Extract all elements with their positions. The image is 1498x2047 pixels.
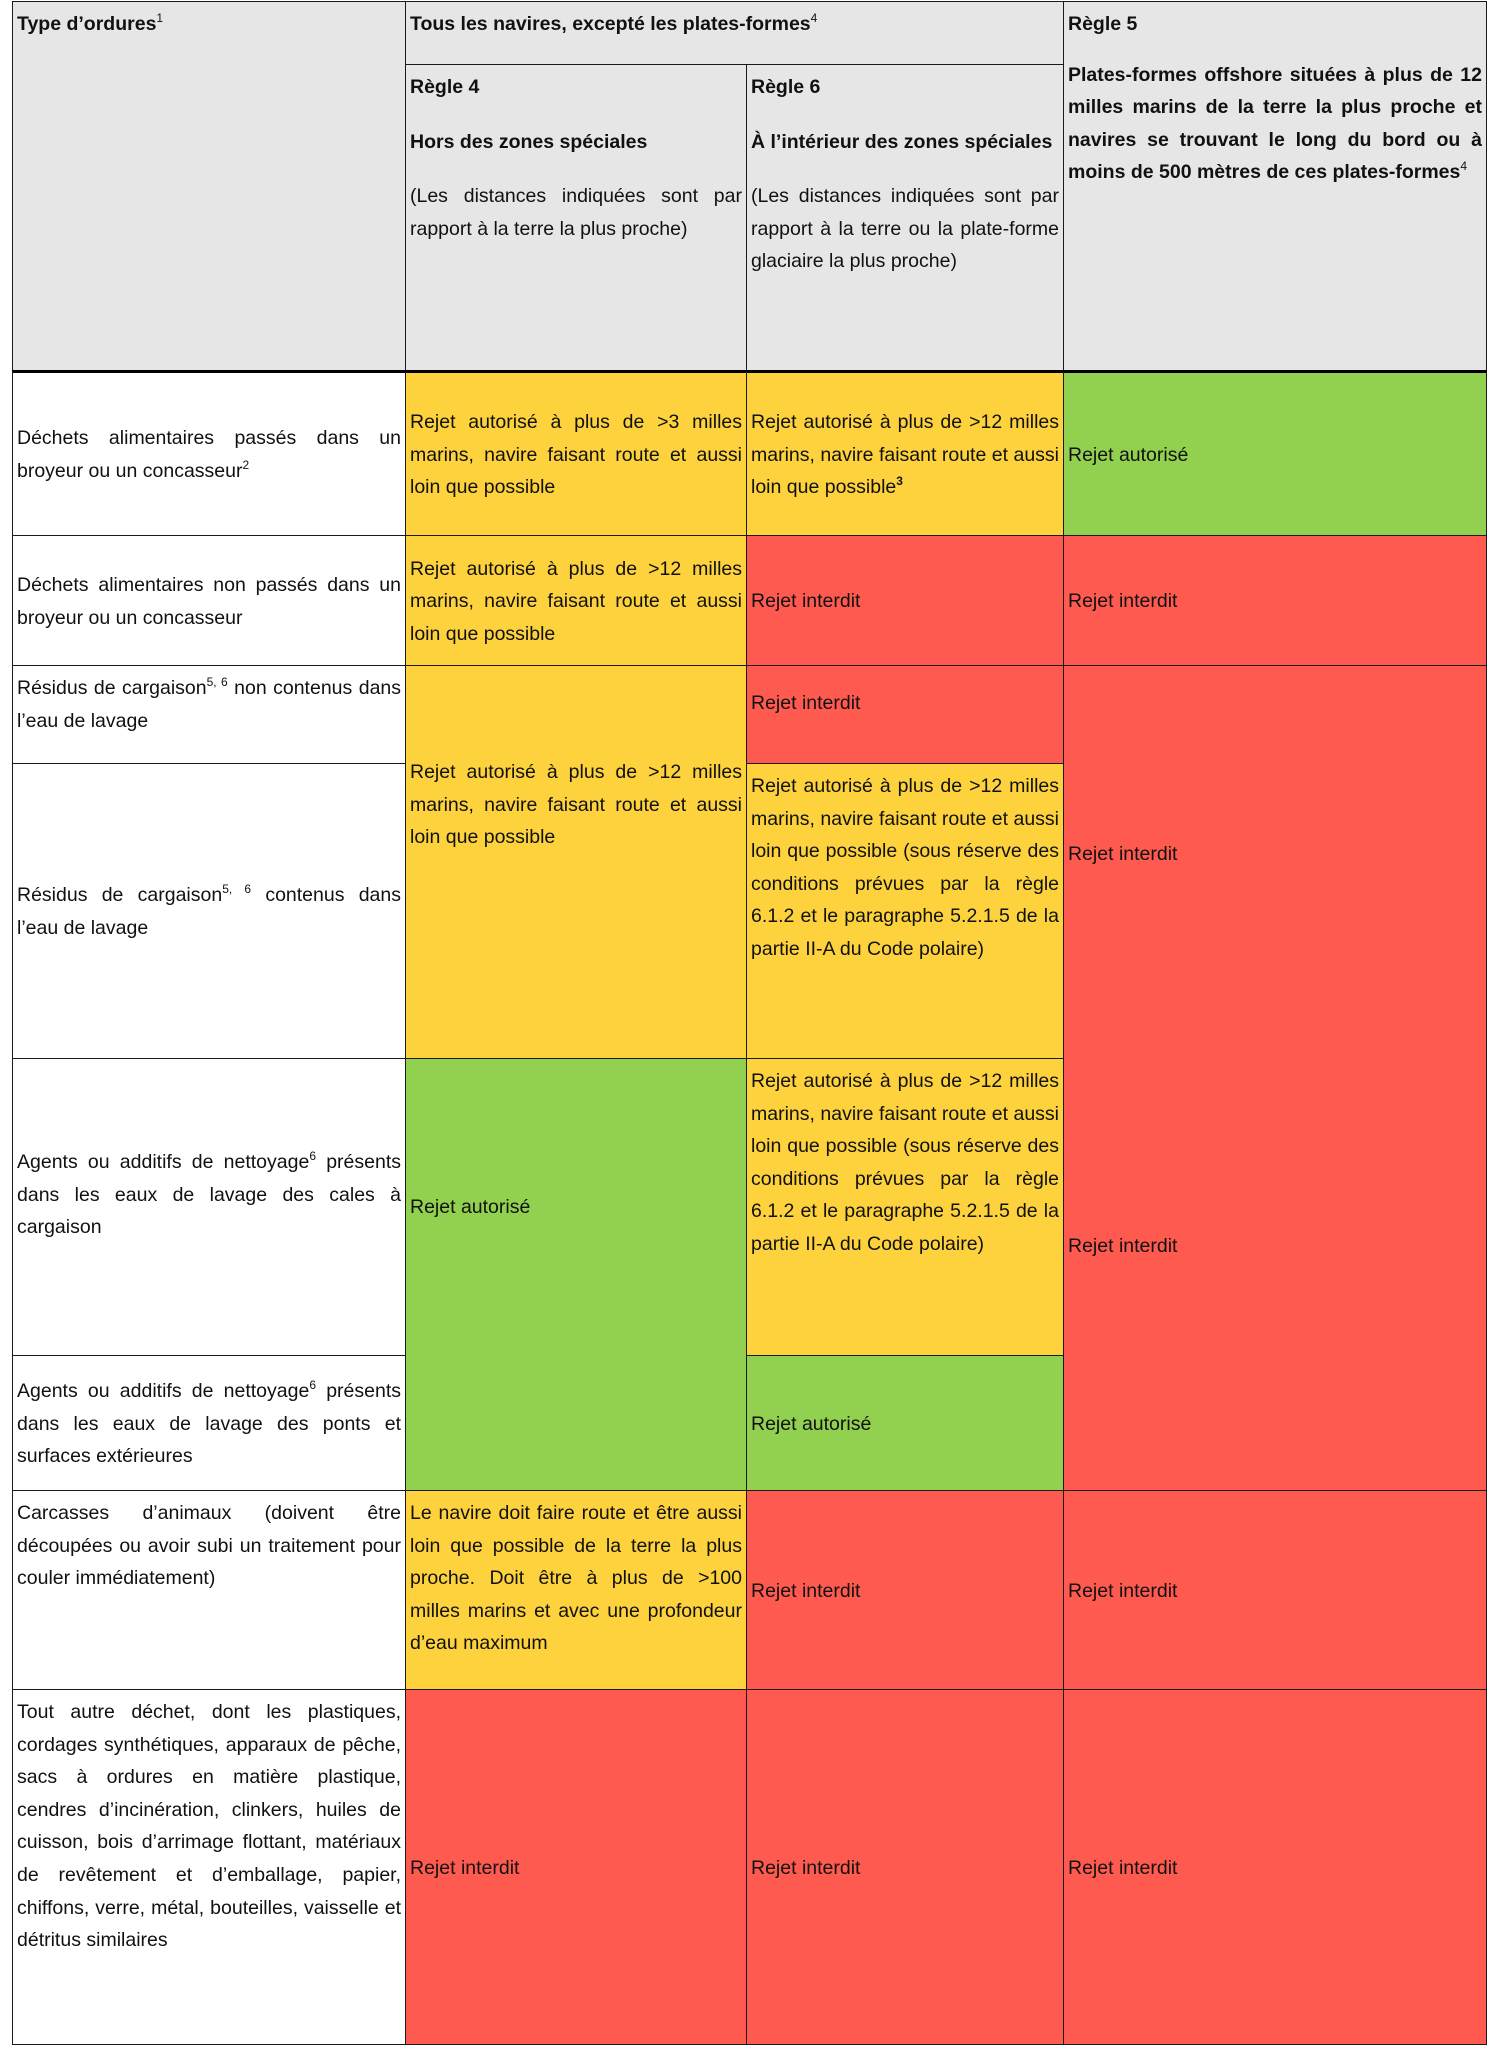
cell-r3-rule6: Rejet interdit xyxy=(746,665,1064,764)
cell-r3-r4-rule4: Rejet autorisé à plus de >12 milles marins, navire faisant route et aussi loin que possible xyxy=(405,665,747,1059)
row-type-cleaning-agents-cargo-holds: Agents ou additifs de nettoyage$^6$ présents dans les eaux de lavage des cales à cargaison xyxy=(12,1058,406,1356)
rule6-title: Règle 6 xyxy=(751,76,821,98)
cell-r1-rule6: Rejet autorisé à plus de >12 milles marins, navire faisant route et aussi loin que possible$^3$ xyxy=(746,370,1064,536)
cell-r1-rule5: Rejet autorisé xyxy=(1063,370,1487,536)
row-type-animal-carcasses: Carcasses d’animaux (doivent être découpées ou avoir subi un traitement pour couler immédiatement) xyxy=(12,1490,406,1690)
footnote-ref: 4 xyxy=(810,11,818,25)
cell-r2-rule5: Rejet interdit xyxy=(1063,535,1487,666)
rule6-note: (Les distances indiquées sont par rapport à la terre ou la plate-forme glaciaire la plus proche) xyxy=(751,185,1059,273)
cell-r4-rule6: Rejet autorisé à plus de >12 milles marins, navire faisant route et aussi loin que possible (sous réserve des conditions prévues par la règle 6.1.2 et le paragraphe 5.2.1.5 de la partie II-A du Code polaire) xyxy=(746,763,1064,1059)
row-type-cleaning-agents-decks: Agents ou additifs de nettoyage$^6$ présents dans les eaux de lavage des ponts et surfaces extérieures xyxy=(12,1355,406,1491)
rule4-subtitle: Hors des zones spéciales xyxy=(410,130,648,153)
row-type-all-other-garbage: Tout autre déchet, dont les plastiques, cordages synthétiques, apparaux de pêche, sacs à ordures en matière plastique, cendres d’incinération, clinkers, huiles de cuisson, bois d’arrimage flottant, matériaux de revêtement et d’emballage, papier, chiffons, verre, métal, bouteilles, vaisselle et détritus similaires xyxy=(12,1689,406,2045)
cell-r8-rule6: Rejet interdit xyxy=(746,1689,1064,2045)
cell-r7-rule6: Rejet interdit xyxy=(746,1490,1064,1690)
cell-r1-rule4: Rejet autorisé à plus de >3 milles marins, navire faisant route et aussi loin que possible xyxy=(405,370,747,536)
row-type-food-waste-not-comminuted: Déchets alimentaires non passés dans un broyeur ou un concasseur xyxy=(12,535,406,666)
footnote-ref: 1 xyxy=(156,11,164,25)
garbage-discharge-table xyxy=(12,1,1487,2045)
footnote-ref: 4 xyxy=(1460,159,1468,174)
rule4-title: Règle 4 xyxy=(410,76,480,98)
rule5-subtitle: Plates-formes offshore situées à plus de 12 milles marins de la terre la plus proche et navires se trouvant le long du bord ou à moins de 500 mètres de ces plates-formes xyxy=(1068,63,1482,184)
cell-r3-r6-rule5: Rejet interdit Rejet interdit xyxy=(1063,665,1487,1491)
header-all-ships-label: Tous les navires, excepté les plates-formes xyxy=(410,13,811,35)
rule6-subtitle: À l’intérieur des zones spéciales xyxy=(751,130,1053,153)
header-rule6 xyxy=(746,64,1064,371)
cell-r5-r6-rule4: Rejet autorisé xyxy=(405,1058,747,1491)
rule4-note: (Les distances indiquées sont par rapport à la terre la plus proche) xyxy=(410,185,742,240)
header-rule5 xyxy=(1063,1,1487,371)
header-type xyxy=(12,1,406,371)
cell-r8-rule4: Rejet interdit xyxy=(405,1689,747,2045)
cell-r6-rule6: Rejet autorisé xyxy=(746,1355,1064,1491)
cell-r8-rule5: Rejet interdit xyxy=(1063,1689,1487,2045)
cell-r2-rule4: Rejet autorisé à plus de >12 milles marins, navire faisant route et aussi loin que possible xyxy=(405,535,747,666)
row-type-cargo-residues-not-in-wash-water: Résidus de cargaison$^{5, 6}$ non contenus dans l’eau de lavage xyxy=(12,665,406,764)
header-type-label: Type d’ordures xyxy=(17,13,157,35)
row-type-cargo-residues-in-wash-water: Résidus de cargaison$^{5, 6}$ contenus dans l’eau de lavage xyxy=(12,763,406,1059)
row-type-food-waste-comminuted: Déchets alimentaires passés dans un broyeur ou un concasseur$^2$ xyxy=(12,370,406,536)
cell-r7-rule4: Le navire doit faire route et être aussi loin que possible de la terre la plus proche. Doit être à plus de >100 milles marins et avec une profondeur d’eau maximum xyxy=(405,1490,747,1690)
cell-r7-rule5: Rejet interdit xyxy=(1063,1490,1487,1690)
header-all-ships xyxy=(405,1,1064,65)
cell-r2-rule6: Rejet interdit xyxy=(746,535,1064,666)
rule5-title: Règle 5 xyxy=(1068,13,1138,35)
cell-r5-rule6: Rejet autorisé à plus de >12 milles marins, navire faisant route et aussi loin que possible (sous réserve des conditions prévues par la règle 6.1.2 et le paragraphe 5.2.1.5 de la partie II-A du Code polaire) xyxy=(746,1058,1064,1356)
header-rule4 xyxy=(405,64,747,371)
